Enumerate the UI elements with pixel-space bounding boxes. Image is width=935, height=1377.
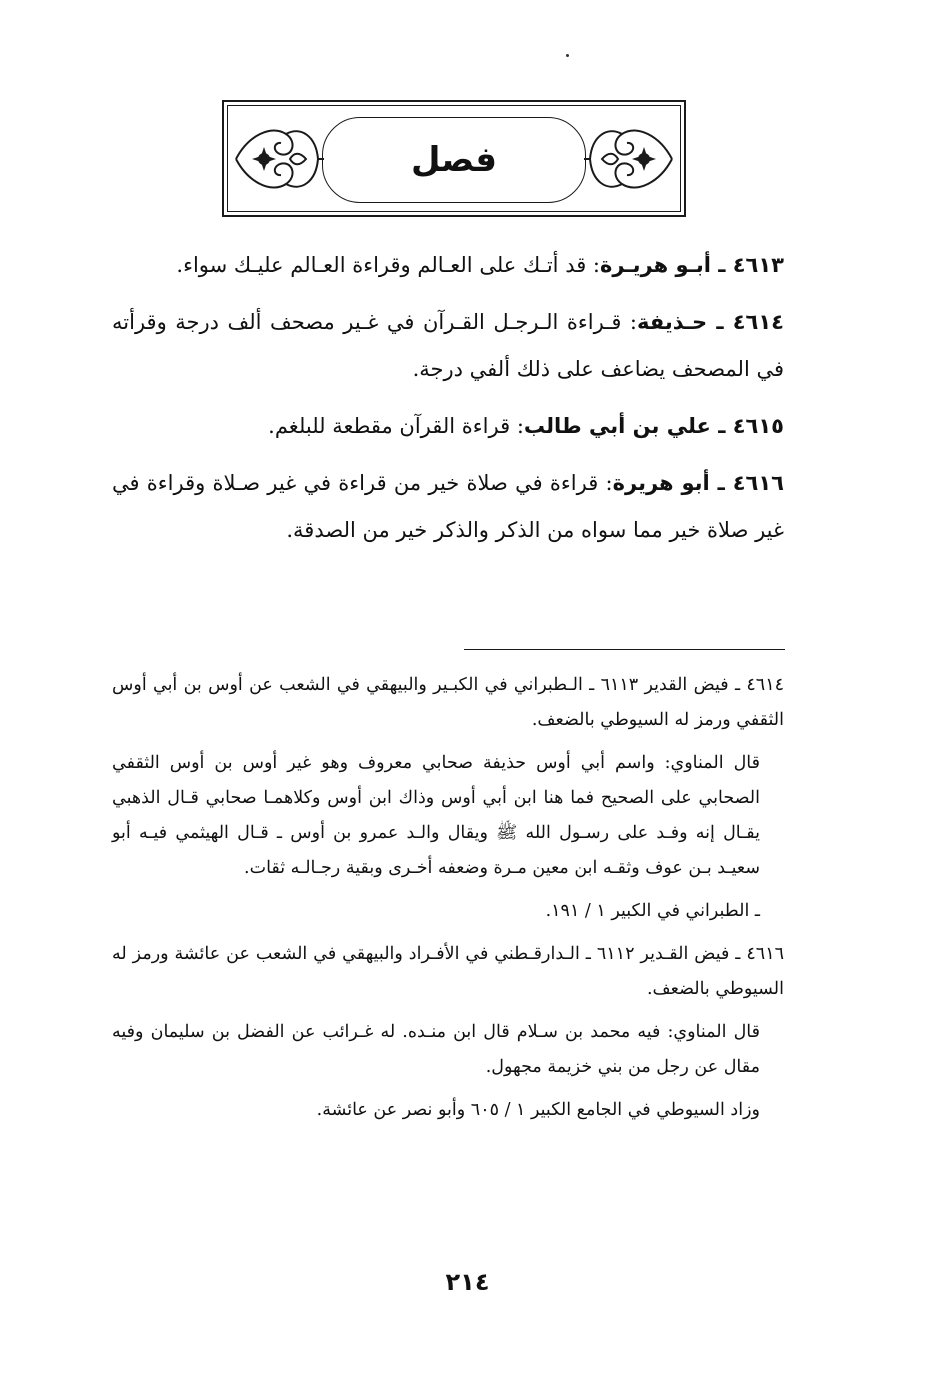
arabesque-ornament-right-icon [582,116,678,202]
entry-narrator: أبو هريرة [612,471,710,495]
entry-number: ٤٦١٣ [732,253,784,277]
hadith-entry: ٤٦١٦ ـ أبو هريرة: قراءة في صلاة خير من قراءة في غير صـلاة وقراءة في غير صلاة خير مما سواه من الذكر والذكر خير من الصدقة. [112,471,784,542]
entry-text: قراءة في صلاة خير من قراءة في غير صـلاة وقراءة في غير صلاة خير مما سواه من الذكر والذكر خير من الصدقة. [112,471,784,542]
footnote-paragraph: ٤٦١٦ ـ فيض القـدير ٦١١٢ ـ الـدارقـطني في الأفـراد والبيهقي في الشعب عن عائشة ورمز له السيوطي بالضعف. [112,944,784,999]
hadith-entries [112,242,784,564]
footnote-paragraph: قال المناوي: واسم أبي أوس حذيفة صحابي معروف وهو غير أوس بن أوس الثقفي الصحابي على الصحيح فما هنا ابن أبي أوس وذاك ابن أوس وكلاهمـا صحابي قـال الذهبي يقـال إنه وفـد على رسـول الله ﷺ ويقال والـد عمرو بن أوس ـ قـال الهيثمي فيـه أبو سعيـد بـن عوف وثقـه ابن معين مـرة وضعفه أخـرى وبقية رجـالـه ثقات. [112,753,760,878]
entry-text: قد أتـك على العـالم وقراءة العـالم عليـك سواء. [176,253,587,277]
hadith-entry: ٤٦١٤ ـ حـذيفة: قـراءة الـرجـل القـرآن في غـير مصحف ألف درجة وقرأته في المصحف يضاعف على ذلك ألفي درجة. [112,310,784,381]
footnote-paragraph: ٤٦١٤ ـ فيض القدير ٦١١٣ ـ الـطبراني في الكبـير والبيهقي في الشعب عن أوس بن أبي أوس الثقفي ورمز له السيوطي بالضعف. [112,675,784,730]
entry-text: قراءة القرآن مقطعة للبلغم. [268,414,511,438]
footnote-divider [464,649,785,650]
hadith-entry: ٤٦١٥ ـ علي بن أبي طالب: قراءة القرآن مقطعة للبلغم. [268,414,784,438]
section-header-frame [222,100,686,217]
footnotes [112,668,784,1136]
entry-narrator: حـذيفة [637,310,708,334]
arabesque-ornament-left-icon [230,116,326,202]
entry-number: ٤٦١٥ [732,414,784,438]
footnote-paragraph: قال المناوي: فيه محمد بن سـلام قال ابن منـده. له غـرائب عن الفضل بن سليمان وفيه مقال عن رجل من بني خزيمة مجهول. [112,1022,760,1077]
page-number: ٢١٤ [445,1268,490,1296]
print-speck [566,54,569,57]
entry-narrator: أبـو هريـرة [600,253,711,277]
entry-narrator: علي بن أبي طالب [523,414,711,438]
entry-number: ٤٦١٤ [732,310,784,334]
entry-number: ٤٦١٦ [732,471,784,495]
hadith-entry: ٤٦١٣ ـ أبـو هريـرة: قد أتـك على العـالم وقراءة العـالم عليـك سواء. [176,253,784,277]
footnote-paragraph: وزاد السيوطي في الجامع الكبير ١ / ٦٠٥ وأبو نصر عن عائشة. [316,1100,760,1120]
footnote-paragraph: ـ الطبراني في الكبير ١ / ١٩١. [545,901,760,921]
section-title: فصل [410,140,498,180]
title-cartouche [322,117,586,203]
entry-text: قـراءة الـرجـل القـرآن في غـير مصحف ألف درجة وقرأته في المصحف يضاعف على ذلك ألفي درجة. [112,310,784,381]
